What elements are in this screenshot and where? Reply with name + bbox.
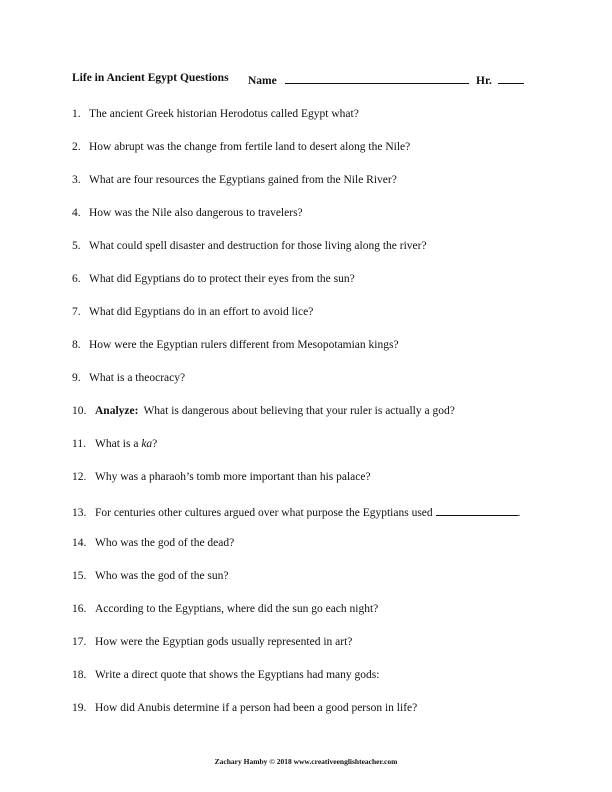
question-text: Who was the god of the dead? — [95, 537, 235, 549]
name-blank[interactable] — [285, 72, 469, 84]
question-text: How did Anubis determine if a person had been a good person in life? — [95, 702, 418, 714]
question-text: How abrupt was the change from fertile land to desert along the Nile? — [89, 141, 411, 153]
name-field — [248, 72, 469, 87]
question-text: Who was the god of the sun? — [95, 570, 229, 582]
name-label: Name — [248, 75, 277, 87]
question-12 — [72, 471, 371, 483]
question-suffix: . — [517, 507, 521, 519]
question-text: How were the Egyptian gods usually represented in art? — [95, 636, 353, 648]
question-11 — [72, 438, 157, 450]
question-3 — [72, 174, 397, 186]
question-text: What is a — [95, 438, 139, 450]
hour-label: Hr. — [476, 75, 492, 87]
question-number: 13. — [72, 507, 87, 519]
question-number: 8. — [72, 339, 81, 351]
question-number: 19. — [72, 702, 87, 714]
worksheet-title: Life in Ancient Egypt Questions — [72, 72, 229, 84]
question-text: What could spell disaster and destruction for those living along the river? — [89, 240, 427, 252]
question-number: 3. — [72, 174, 81, 186]
question-1 — [72, 108, 359, 120]
analyze-label: Analyze: — [95, 405, 139, 417]
question-italic-term: ka — [141, 438, 153, 450]
question-text: For centuries other cultures argued over what purpose the Egyptians used — [95, 507, 433, 519]
question-2 — [72, 141, 410, 153]
question-19 — [72, 702, 417, 714]
question-text: What did Egyptians do in an effort to avoid lice? — [89, 306, 314, 318]
question-text: According to the Egyptians, where did the sun go each night? — [95, 603, 379, 615]
question-text: How was the Nile also dangerous to travelers? — [89, 207, 303, 219]
fill-in-blank[interactable] — [436, 504, 518, 516]
question-5 — [72, 240, 427, 252]
question-text: Why was a pharaoh’s tomb more important than his palace? — [95, 471, 371, 483]
question-7 — [72, 306, 313, 318]
question-text: What is dangerous about believing that your ruler is actually a god? — [143, 405, 455, 417]
question-6 — [72, 273, 355, 285]
question-number: 10. — [72, 405, 87, 417]
question-number: 11. — [72, 438, 86, 450]
question-number: 6. — [72, 273, 81, 285]
question-text: What are four resources the Egyptians gained from the Nile River? — [89, 174, 397, 186]
question-number: 9. — [72, 372, 81, 384]
question-13 — [72, 504, 521, 519]
question-10 — [72, 405, 455, 417]
question-number: 1. — [72, 108, 81, 120]
question-number: 16. — [72, 603, 87, 615]
question-number: 17. — [72, 636, 87, 648]
question-number: 4. — [72, 207, 81, 219]
question-number: 15. — [72, 570, 87, 582]
question-15 — [72, 570, 229, 582]
question-number: 18. — [72, 669, 87, 681]
question-number: 5. — [72, 240, 81, 252]
question-text: Write a direct quote that shows the Egyptians had many gods: — [95, 669, 380, 681]
hour-blank[interactable] — [498, 72, 524, 84]
question-number: 14. — [72, 537, 87, 549]
question-17 — [72, 636, 352, 648]
question-18 — [72, 669, 379, 681]
copyright-footer: Zachary Hamby © 2018 www.creativeenglishteacher.com — [214, 757, 398, 766]
question-suffix: ? — [152, 438, 158, 450]
question-number: 7. — [72, 306, 81, 318]
question-8 — [72, 339, 399, 351]
question-number: 2. — [72, 141, 81, 153]
question-16 — [72, 603, 378, 615]
hour-field — [476, 72, 524, 87]
question-text: What did Egyptians do to protect their eyes from the sun? — [89, 273, 355, 285]
question-text: How were the Egyptian rulers different from Mesopotamian kings? — [89, 339, 399, 351]
question-text: What is a theocracy? — [89, 372, 186, 384]
question-14 — [72, 537, 234, 549]
question-4 — [72, 207, 303, 219]
question-text: The ancient Greek historian Herodotus called Egypt what? — [89, 108, 359, 120]
question-9 — [72, 372, 185, 384]
question-number: 12. — [72, 471, 87, 483]
